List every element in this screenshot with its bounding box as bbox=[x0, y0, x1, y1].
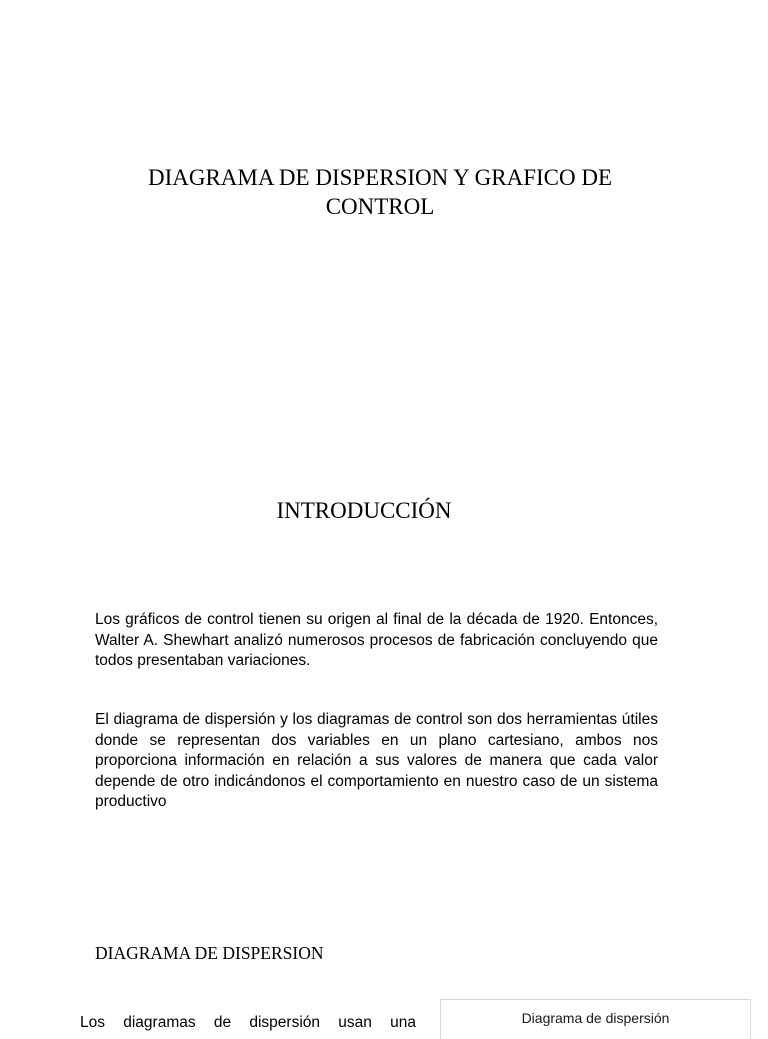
document-title-line-1: DIAGRAMA DE DISPERSION Y GRAFICO DE bbox=[147, 165, 613, 190]
section-heading-scatter-diagram: DIAGRAMA DE DISPERSION bbox=[95, 943, 324, 963]
scatter-chart-panel bbox=[440, 999, 751, 1039]
introduction-heading: INTRODUCCIÓN bbox=[276, 498, 452, 523]
intro-paragraph-2: El diagrama de dispersión y los diagramas de control son dos herramientas útiles donde se representan dos variables en un plano cartesiano, ambos nos proporciona información en relación a sus valores de manera que cada valor depende de otro indicándonos el comportamiento en nuestro caso de un sistema productivo bbox=[95, 711, 658, 810]
document-title-line-2: CONTROL bbox=[325, 194, 435, 219]
intro-paragraph-1: Los gráficos de control tienen su origen al final de la década de 1920. Entonces, Walter A. Shewhart analizó numerosos procesos de fabricación concluyendo que todos presentaban variaciones. bbox=[95, 611, 658, 669]
document-title bbox=[80, 163, 680, 221]
section-paragraph: Los diagramas de dispersión usan una bbox=[80, 1014, 416, 1031]
chart-title: Diagrama de dispersión bbox=[521, 1010, 670, 1026]
